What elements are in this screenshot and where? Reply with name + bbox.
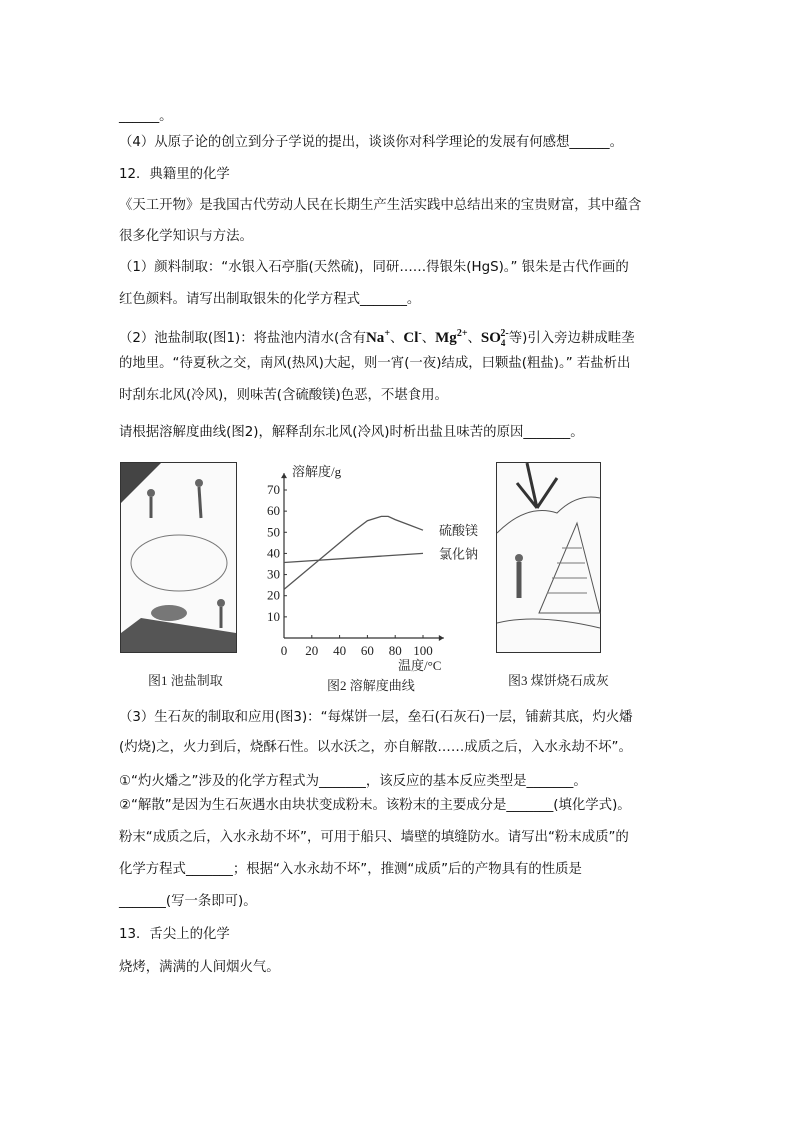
text-line: 红色颜料。请写出制取银朱的化学方程式_______。 [119,292,421,307]
ion-so4: $SO_4^{2-}$ [480,328,509,348]
lime-kiln-drawing [497,463,600,652]
question-12-title: 12．典籍里的化学 [119,167,230,182]
figure-1-caption: 图1 池盐制取 [148,673,223,688]
text-line: 很多化学知识与方法。 [119,229,253,244]
x-axis-label: 温度/°C [397,658,442,673]
ion-cl: Cl- [403,328,422,346]
x-tick-label: 20 [305,643,319,658]
figure-2-caption: 图2 溶解度曲线 [327,678,415,693]
solubility-chart [267,455,479,675]
text-line: (灼烧)之，火力到后，烧酥石性。以水沃之，亦自解散……成质之后，入水永劫不坏”。 [119,740,632,755]
y-axis-arrow [281,473,287,478]
x-axis-arrow [439,635,444,641]
series-label: 氯化钠 [439,546,479,562]
text-line: 化学方程式_______；根据“入水永劫不坏”，推测“成质”后的产物具有的性质是 [119,862,582,877]
y-tick-label: 20 [267,587,280,603]
text-line: 的地里。“待夏秋之交，南风(热风)大起，则一宵(一夜)结成，曰颗盐(粗盐)。” 若盐析出 [119,356,631,371]
x-tick-label: 80 [388,643,402,658]
subquestion-3-2: ②“解散”是因为生石灰遇水由块状变成粉末。该粉末的主要成分是_______(填化学式)。 [119,798,631,813]
ion-na: Na+ [365,328,391,346]
y-tick-label: 40 [267,545,280,561]
text-segment: 等)引入旁边耕成畦垄 [508,331,635,346]
subquestion-3: （3）生石灰的制取和应用(图3)：“每煤饼一层，垒石(石灰石)一层，铺薪其底，灼火燔 [119,710,633,725]
text-line: 粉末“成质之后，入水永劫不坏”，可用于船只、墙壁的填缝防水。请写出“粉末成质”的 [119,830,629,845]
salt-pond-drawing [121,463,236,652]
figure-1-illustration [120,462,237,653]
y-tick-label: 60 [267,503,280,519]
text-segment: （2）池盐制取(图1)：将盐池内清水(含有 [119,331,366,346]
separator: 、 [467,331,481,346]
text-line: ______。 [119,109,173,124]
x-tick-label: 100 [413,643,433,658]
y-tick-label: 70 [267,482,280,497]
x-tick-label: 0 [280,643,288,658]
text-line: 烧烤，满满的人间烟火气。 [119,960,280,975]
series-line-nacl [284,553,423,562]
separator: 、 [390,331,404,346]
series-label: 硫酸镁 [439,523,479,539]
y-tick-label: 50 [267,524,280,540]
text-line: _______(写一条即可)。 [119,894,257,909]
ion-mg: $Mg^{2+}$ [435,328,468,346]
separator: 、 [421,331,436,346]
question-13-title: 13．舌尖上的化学 [119,927,230,942]
x-tick-label: 60 [360,643,374,658]
subquestion-3-1: ①“灼火燔之”涉及的化学方程式为_______，该反应的基本反应类型是_______。 [119,774,587,789]
question-4: （4）从原子论的创立到分子学说的提出，谈谈你对科学理论的发展有何感想______。 [119,135,623,150]
y-tick-label: 30 [267,566,280,582]
figure-3-illustration [496,462,601,653]
y-axis-label: 溶解度/g [292,464,342,480]
text-line: 请根据溶解度曲线(图2)，解释刮东北风(冷风)时析出盐且味苦的原因_______。 [119,425,584,440]
subquestion-1: （1）颜料制取：“水银入石亭脂(天然硫)，同研……得银朱(HgS)。” 银朱是古代作画的 [119,260,629,275]
text-line: 时刮东北风(冷风)，则味苦(含硫酸镁)色恶，不堪食用。 [119,388,448,403]
text-line: 《天工开物》是我国古代劳动人民在长期生产生活实践中总结出来的宝贵财富，其中蕴含 [119,198,642,213]
x-tick-label: 40 [333,643,347,658]
subquestion-2 [119,326,635,351]
y-tick-label: 10 [267,608,280,624]
figure-3-caption: 图3 煤饼烧石成灰 [508,673,609,688]
series-line-mgso4 [284,516,423,589]
